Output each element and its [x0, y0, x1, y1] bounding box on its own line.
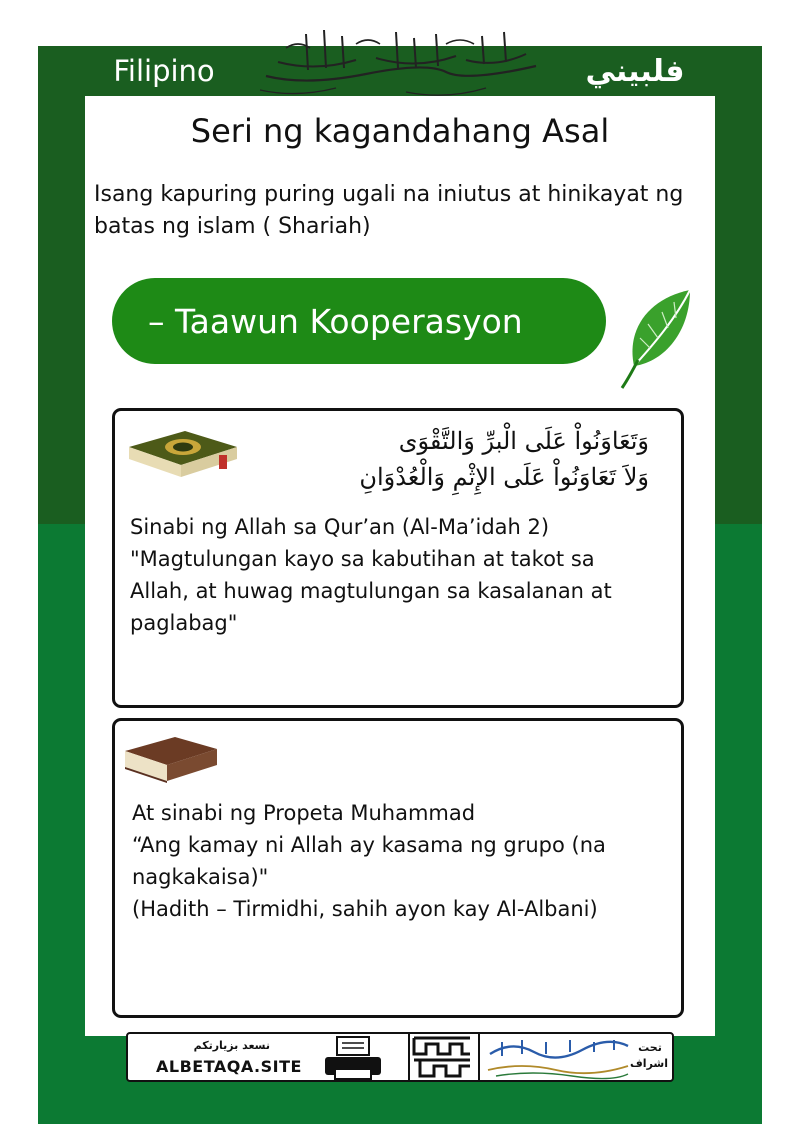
arabic-verse: [249, 423, 649, 495]
text-line: “Ang kamay ni Allah ay kasama ng grupo (na: [132, 833, 606, 857]
language-label-arabic: فلبيني: [556, 46, 714, 96]
text-line: Sinabi ng Allah sa Qur’an (Al-Ma’idah 2): [130, 515, 550, 539]
page-subtitle: Isang kapuring puring ugali na iniutus at hinikayat ng batas ng islam ( Shariah): [94, 182, 684, 239]
text-line: Allah, at huwag magtulungan sa kasalanan at: [130, 579, 612, 603]
quran-translation: [130, 511, 670, 639]
kufic-logo: [410, 1034, 474, 1080]
topic-label: – Taawun Kooperasyon: [148, 301, 523, 341]
book-icon: [121, 731, 221, 787]
topic-banner: [112, 278, 606, 364]
text-line: "Magtulungan kayo sa kabutihan at takot sa: [130, 547, 595, 571]
text-line: (Hadith – Tirmidhi, sahih ayon kay Al-Albani): [132, 897, 598, 921]
association-logo: [482, 1036, 632, 1080]
text-line: At sinabi ng Propeta Muhammad: [132, 801, 476, 825]
printer-icon[interactable]: [323, 1035, 383, 1081]
leaf-icon: [620, 288, 694, 390]
hadith-card: [112, 718, 684, 1018]
footer-divider: [478, 1034, 480, 1080]
language-label-english: Filipino: [85, 46, 243, 96]
text-line: اشراف: [630, 1057, 668, 1070]
arabic-verse-line: وَلاَ تَعَاوَنُواْ عَلَى الإِثْمِ وَالْعُدْوَانِ: [359, 463, 649, 491]
arabic-verse-line: وَتَعَاوَنُواْ عَلَى الْبرِّ وَالتَّقْوَى: [398, 427, 649, 455]
text-line: nagkakaisa)": [132, 865, 269, 889]
page-title: Seri ng kagandahang Asal: [190, 112, 610, 150]
quran-book-icon: [123, 425, 241, 487]
quran-verse-card: [112, 408, 684, 708]
text-line: تحت: [638, 1041, 662, 1054]
supervision-label: [632, 1040, 668, 1072]
text-line: paglabag": [130, 611, 238, 635]
hadith-text: [132, 797, 672, 925]
site-link[interactable]: ALBETAQA.SITE: [156, 1057, 302, 1076]
visit-text: نسعد بزيارتكم: [193, 1039, 270, 1052]
basmala-calligraphy: [246, 14, 546, 100]
